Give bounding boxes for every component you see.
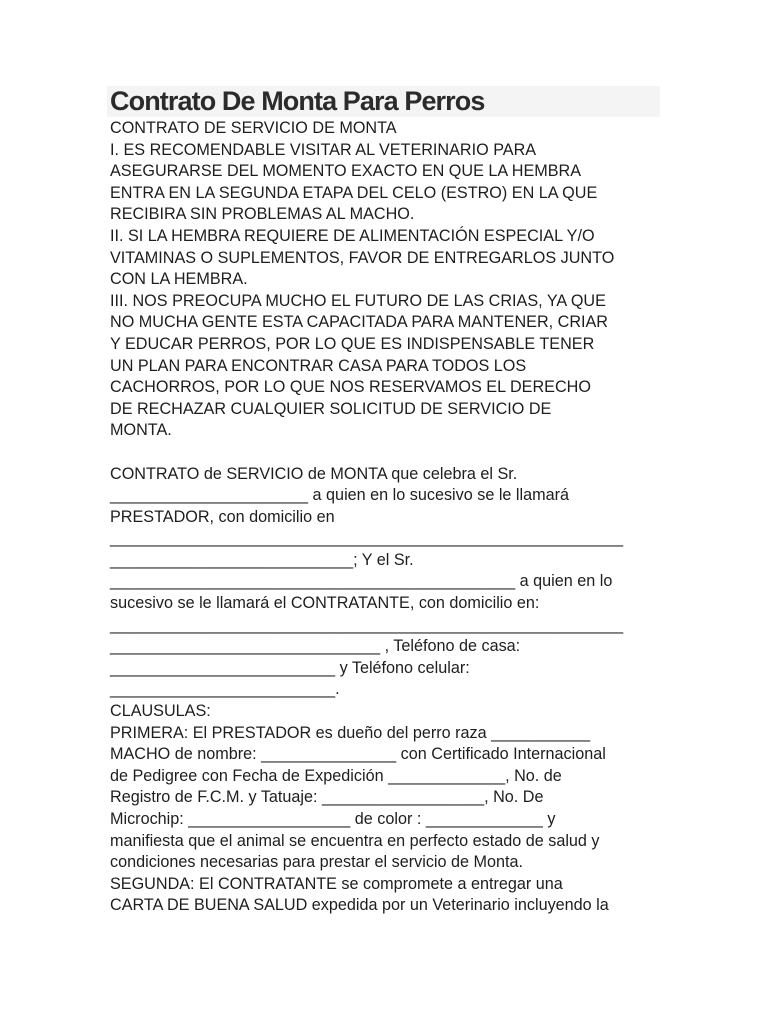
- text-line: ______________________________ , Teléfono de casa:: [110, 637, 521, 656]
- text-line: ______________________ a quien en lo sucesivo se le llamará: [110, 486, 570, 505]
- text-line: manifiesta que el animal se encuentra en perfecto estado de salud y: [110, 831, 600, 850]
- text-line: Registro de F.C.M. y Tatuaje: __________________, No. De: [110, 788, 544, 807]
- text-line: RECIBIRA SIN PROBLEMAS AL MACHO.: [110, 205, 415, 224]
- text-line: ENTRA EN LA SEGUNDA ETAPA DEL CELO (ESTRO) EN LA QUE: [110, 183, 598, 202]
- text-line: CARTA DE BUENA SALUD expedida por un Veterinario incluyendo la: [110, 896, 609, 915]
- text-line: _________________________.: [110, 680, 340, 699]
- clauses-heading: CLAUSULAS:: [110, 702, 211, 721]
- text-line: CACHORROS, POR LO QUE NOS RESERVAMOS EL DERECHO: [110, 378, 591, 397]
- heading-line: CONTRATO DE SERVICIO DE MONTA: [110, 119, 397, 137]
- text-line: condiciones necesarias para prestar el servicio de Monta.: [110, 853, 523, 872]
- text-line: PRIMERA: El PRESTADOR es dueño del perro raza ___________: [110, 723, 591, 742]
- text-line: DE RECHAZAR CUALQUIER SOLICITUD DE SERVICIO DE: [110, 399, 552, 418]
- document-body: [110, 118, 670, 917]
- document-title: Contrato De Monta Para Perros: [110, 86, 485, 116]
- text-line: UN PLAN PARA ENCONTRAR CASA PARA TODOS LOS: [110, 356, 527, 375]
- text-line: NO MUCHA GENTE ESTA CAPACITADA PARA MANTENER, CRIAR: [110, 313, 608, 332]
- text-line: CON LA HEMBRA.: [110, 270, 248, 289]
- text-line: sucesivo se le llamará el CONTRATANTE, con domicilio en:: [110, 594, 540, 613]
- text-line: _________________________________________________________: [110, 615, 624, 634]
- text-line: _________________________ y Teléfono celular:: [110, 658, 470, 677]
- text-line: _________________________________________________________: [110, 529, 624, 548]
- text-line: ASEGURARSE DEL MOMENTO EXACTO EN QUE LA HEMBRA: [110, 162, 582, 181]
- text-line: SEGUNDA: El CONTRATANTE se compromete a entregar una: [110, 874, 563, 893]
- text-line: III. NOS PREOCUPA MUCHO EL FUTURO DE LAS CRIAS, YA QUE: [110, 291, 606, 310]
- text-line: de Pedigree con Fecha de Expedición _____________, No. de: [110, 766, 562, 785]
- text-line: Microchip: __________________ de color : _____________ y: [110, 810, 556, 828]
- text-line: II. SI LA HEMBRA REQUIERE DE ALIMENTACIÓN ESPECIAL Y/O: [110, 226, 595, 245]
- text-line: ___________________________; Y el Sr.: [110, 550, 414, 569]
- text-line: PRESTADOR, con domicilio en: [110, 507, 335, 526]
- text-line: _____________________________________________ a quien en lo: [110, 572, 613, 591]
- text-line: MACHO de nombre: _______________ con Certificado Internacional: [110, 745, 606, 764]
- text-line: MONTA.: [110, 421, 172, 440]
- text-line: VITAMINAS O SUPLEMENTOS, FAVOR DE ENTREGARLOS JUNTO: [110, 248, 615, 267]
- text-line: I. ES RECOMENDABLE VISITAR AL VETERINARIO PARA: [110, 140, 537, 159]
- paragraph-spacer: [110, 442, 670, 464]
- text-line: Y EDUCAR PERROS, POR LO QUE ES INDISPENSABLE TENER: [110, 334, 595, 353]
- text-line: CONTRATO de SERVICIO de MONTA que celebra el Sr.: [110, 464, 518, 483]
